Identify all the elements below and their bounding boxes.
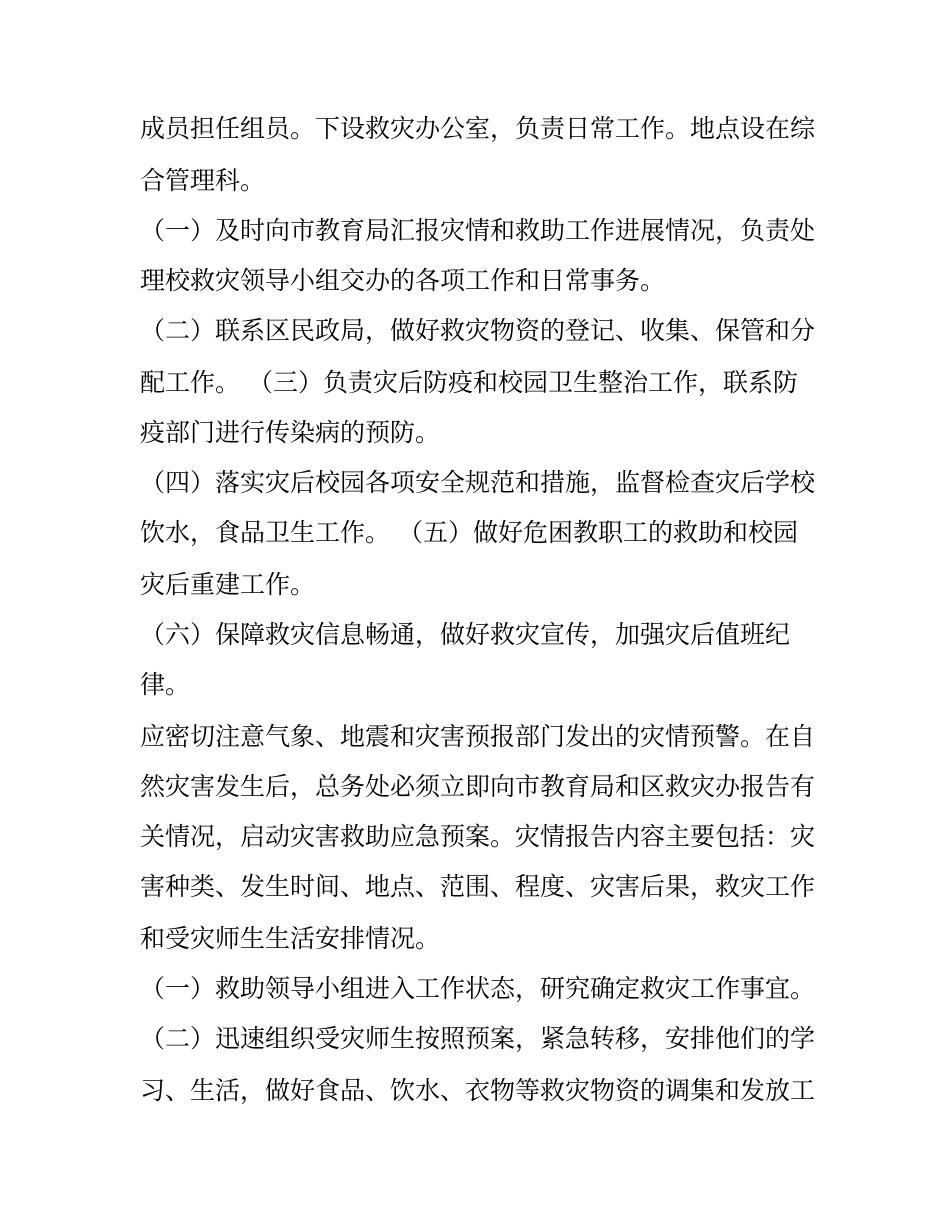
text-line: （一）及时向市教育局汇报灾情和救助工作进展情况，负责处 [140, 216, 816, 245]
text-line: （二）联系区民政局，做好救灾物资的登记、收集、保管和分 [140, 316, 816, 345]
text-line: （四）落实灾后校园各项安全规范和措施，监督检查灾后学校 [140, 468, 816, 497]
text-line: （一）救助领导小组进入工作状态，研究确定救灾工作事宜。 [140, 974, 816, 1003]
text-line: 理校救灾领导小组交办的各项工作和日常事务。 [140, 266, 666, 295]
text-line: 合管理科。 [140, 166, 266, 195]
text-line: 成员担任组员。下设救灾办公室，负责日常工作。地点设在综 [140, 114, 816, 143]
text-line: 关情况，启动灾害救助应急预案。灾情报告内容主要包括：灾 [140, 822, 816, 851]
text-line: 疫部门进行传染病的预防。 [140, 418, 441, 447]
text-line: 害种类、发生时间、地点、范围、程度、灾害后果，救灾工作 [140, 872, 816, 901]
text-line: 然灾害发生后，总务处必须立即向市教育局和区救灾办报告有 [140, 772, 816, 801]
text-line: 饮水，食品卫生工作。 （五）做好危困教职工的救助和校园 [140, 518, 798, 547]
text-line: 律。 [140, 670, 191, 699]
text-line: 配工作。 （三）负责灾后防疫和校园卫生整治工作，联系防 [140, 368, 798, 397]
text-line: 习、生活，做好食品、饮水、衣物等救灾物资的调集和发放工 [140, 1076, 816, 1105]
text-line: 应密切注意气象、地震和灾害预报部门发出的灾情预警。在自 [140, 722, 816, 751]
text-line: （二）迅速组织受灾师生按照预案，紧急转移，安排他们的学 [140, 1024, 816, 1053]
text-line: （六）保障救灾信息畅通，做好救灾宣传，加强灾后值班纪 [140, 620, 791, 649]
text-line: 灾后重建工作。 [140, 570, 316, 599]
text-line: 和受灾师生生活安排情况。 [140, 924, 441, 953]
